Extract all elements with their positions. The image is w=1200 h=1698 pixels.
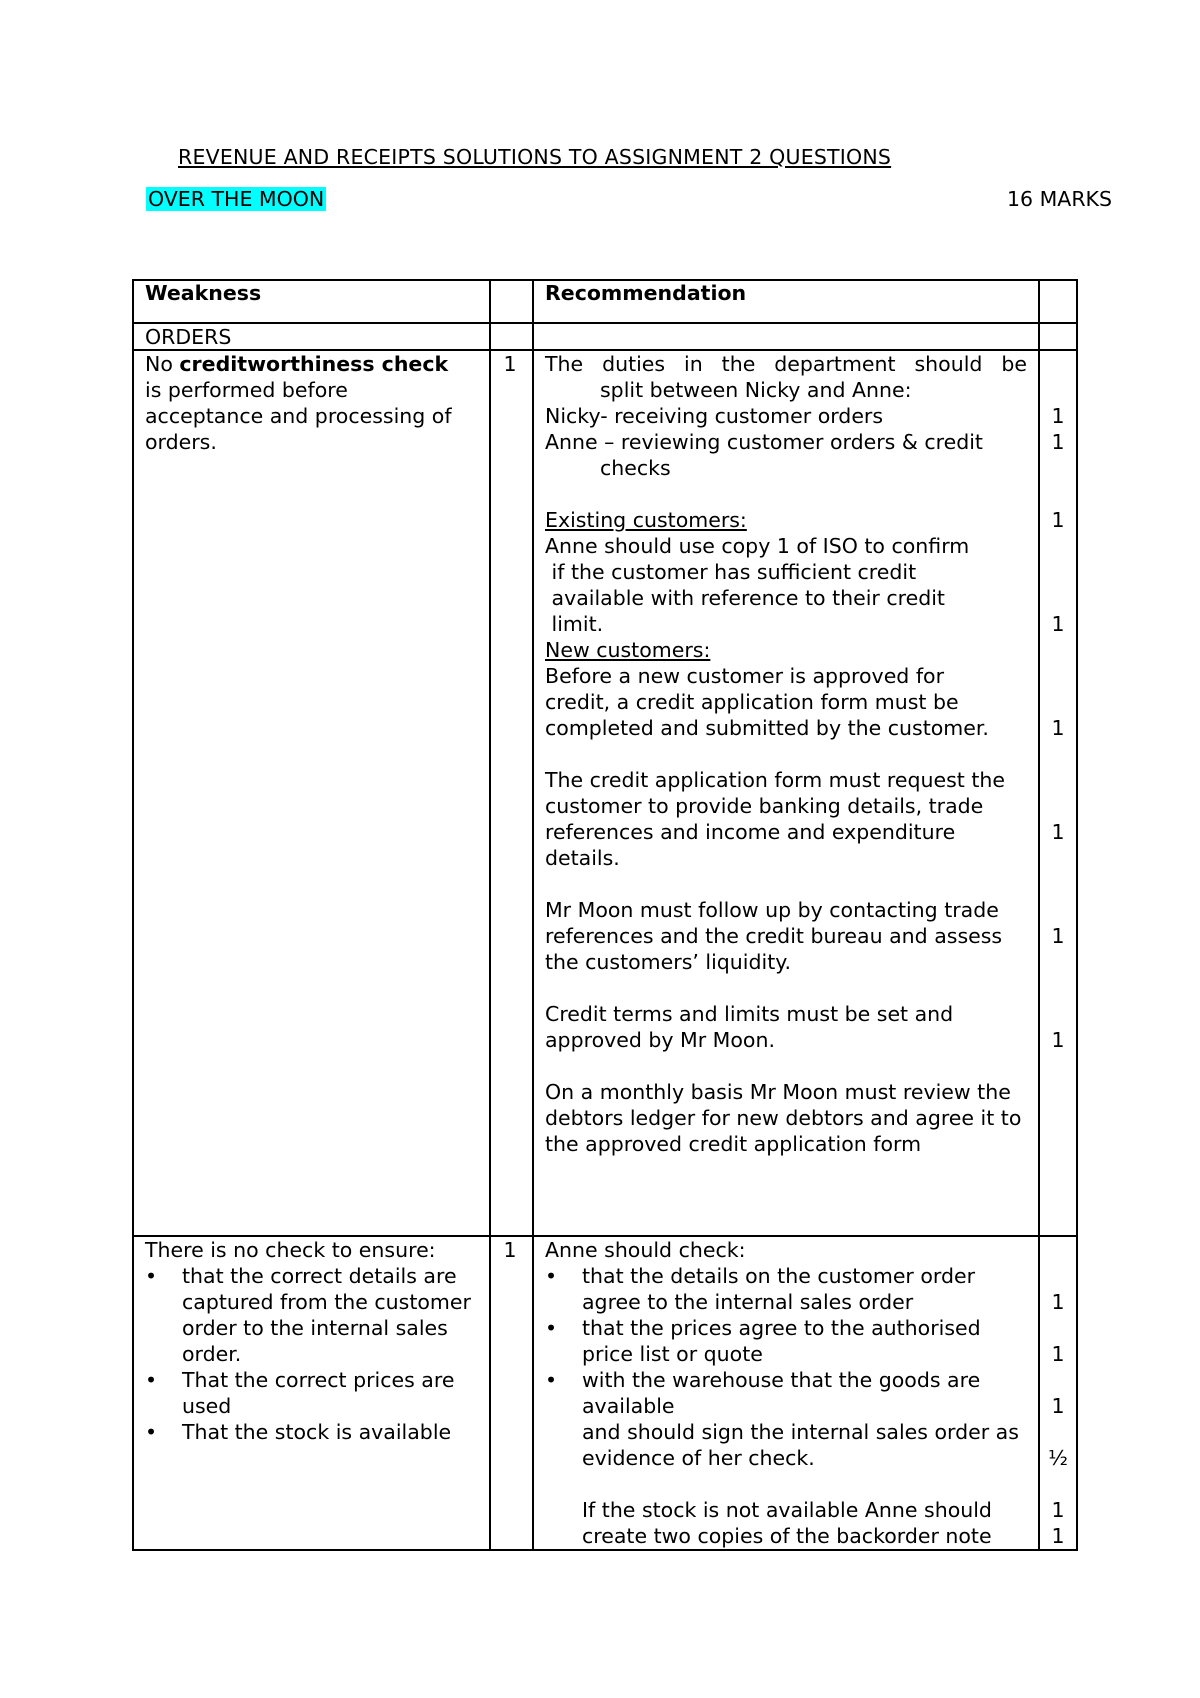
nicky-duties: Nicky- receiving customer orders — [545, 404, 884, 428]
rec-bullet: • that the details on the customer order agree to the internal sales order — [545, 1264, 976, 1314]
new-customers-text: Before a new customer is approved for credit, a credit application form must be completed and submitted by the customer. — [545, 664, 989, 740]
weakness-bold-term: creditworthiness check — [179, 352, 449, 376]
mark-prices: 1 — [1051, 1342, 1065, 1366]
existing-customers-line-1: Anne should use copy 1 of ISO to confirm — [545, 534, 970, 558]
bullet-icon: • — [545, 1316, 558, 1340]
rec-bullet: • that the prices agree to the authorised price list or quote — [545, 1316, 981, 1366]
mark-goods-available: 1 — [1051, 1394, 1065, 1418]
bullet-icon: • — [145, 1368, 158, 1392]
bullet-icon: • — [145, 1264, 158, 1288]
weakness-credit-check — [145, 351, 465, 455]
weakness-prefix: No — [145, 352, 180, 376]
bullet-icon: • — [545, 1264, 558, 1288]
existing-customers-heading: Existing customers: — [545, 508, 747, 532]
mark-credit-terms: 1 — [1051, 1028, 1065, 1052]
mark-order-details: 1 — [1051, 1290, 1065, 1314]
sign-text: and should sign the internal sales order as evidence of her check. — [582, 1420, 1019, 1470]
section-orders: ORDERS — [145, 325, 232, 349]
column-divider-1 — [489, 279, 491, 1551]
case-name-highlighted: OVER THE MOON — [148, 187, 325, 211]
column-divider-2 — [532, 279, 534, 1551]
total-marks: 16 MARKS — [1007, 187, 1113, 211]
mark-follow-up: 1 — [1051, 924, 1065, 948]
follow-up-text: Mr Moon must follow up by contacting trade references and the credit bureau and assess the customers’ liquidity. — [545, 898, 1003, 974]
weakness-header: Weakness — [145, 281, 262, 305]
weakness-2-mark: 1 — [503, 1238, 517, 1262]
backorder-text: If the stock is not available Anne should create two copies of the backorder note — [582, 1498, 992, 1548]
weakness-bullet: • That the stock is available — [145, 1420, 452, 1444]
rec-bullet: • with the warehouse that the goods are available — [545, 1368, 981, 1418]
header-divider — [132, 322, 1078, 324]
recommendation-order-checks — [545, 1237, 1027, 1549]
rec-intro: Anne should check: — [545, 1238, 746, 1262]
weakness-bullet: • that the correct details are captured from the customer order to the internal sales order. — [145, 1264, 471, 1366]
existing-customers-line-2: if the customer has sufficient credit — [545, 560, 917, 584]
duties-line-1: The duties in the department should be — [545, 352, 1027, 376]
mark-backorder: 1 — [1051, 1524, 1065, 1548]
duties-line-2: split between Nicky and Anne: — [600, 378, 912, 402]
weakness-rest: is performed before acceptance and processing of orders. — [145, 378, 452, 454]
credit-form-text: The credit application form must request the customer to provide banking details, trade references and income and expenditure details. — [545, 768, 1005, 870]
new-customers-heading: New customers: — [545, 638, 711, 662]
monthly-review-text: On a monthly basis Mr Moon must review the debtors ledger for new debtors and agree it to the approved credit application form — [545, 1080, 1022, 1156]
mark-existing-customers: 1 — [1051, 508, 1065, 532]
document-title: REVENUE AND RECEIPTS SOLUTIONS TO ASSIGNMENT 2 QUESTIONS — [178, 145, 892, 169]
weakness-order-checks — [145, 1237, 480, 1445]
weakness-intro: There is no check to ensure: — [145, 1238, 436, 1262]
mark-anne: 1 — [1051, 430, 1065, 454]
existing-customers-line-4: limit. — [545, 612, 604, 636]
bullet-icon: • — [545, 1368, 558, 1392]
mark-credit-limit: 1 — [1051, 612, 1065, 636]
anne-duties-line-2: checks — [600, 456, 671, 480]
weakness-bullet: • That the correct prices are used — [145, 1368, 455, 1418]
anne-duties-line-1: Anne – reviewing customer orders & credit — [545, 430, 983, 454]
mark-sign-evidence: ½ — [1048, 1446, 1068, 1470]
table-border-bottom — [132, 1549, 1078, 1551]
mark-stock-unavailable: 1 — [1051, 1498, 1065, 1522]
recommendation-header: Recommendation — [545, 281, 747, 305]
existing-customers-line-3: available with reference to their credit — [545, 586, 945, 610]
table-border-left — [132, 279, 134, 1551]
mark-new-customers: 1 — [1051, 716, 1065, 740]
weakness-mark: 1 — [503, 352, 517, 376]
bullet-icon: • — [145, 1420, 158, 1444]
mark-credit-form: 1 — [1051, 820, 1065, 844]
mark-nicky: 1 — [1051, 404, 1065, 428]
recommendation-credit-check — [545, 351, 1027, 1157]
credit-terms-text: Credit terms and limits must be set and approved by Mr Moon. — [545, 1002, 954, 1052]
